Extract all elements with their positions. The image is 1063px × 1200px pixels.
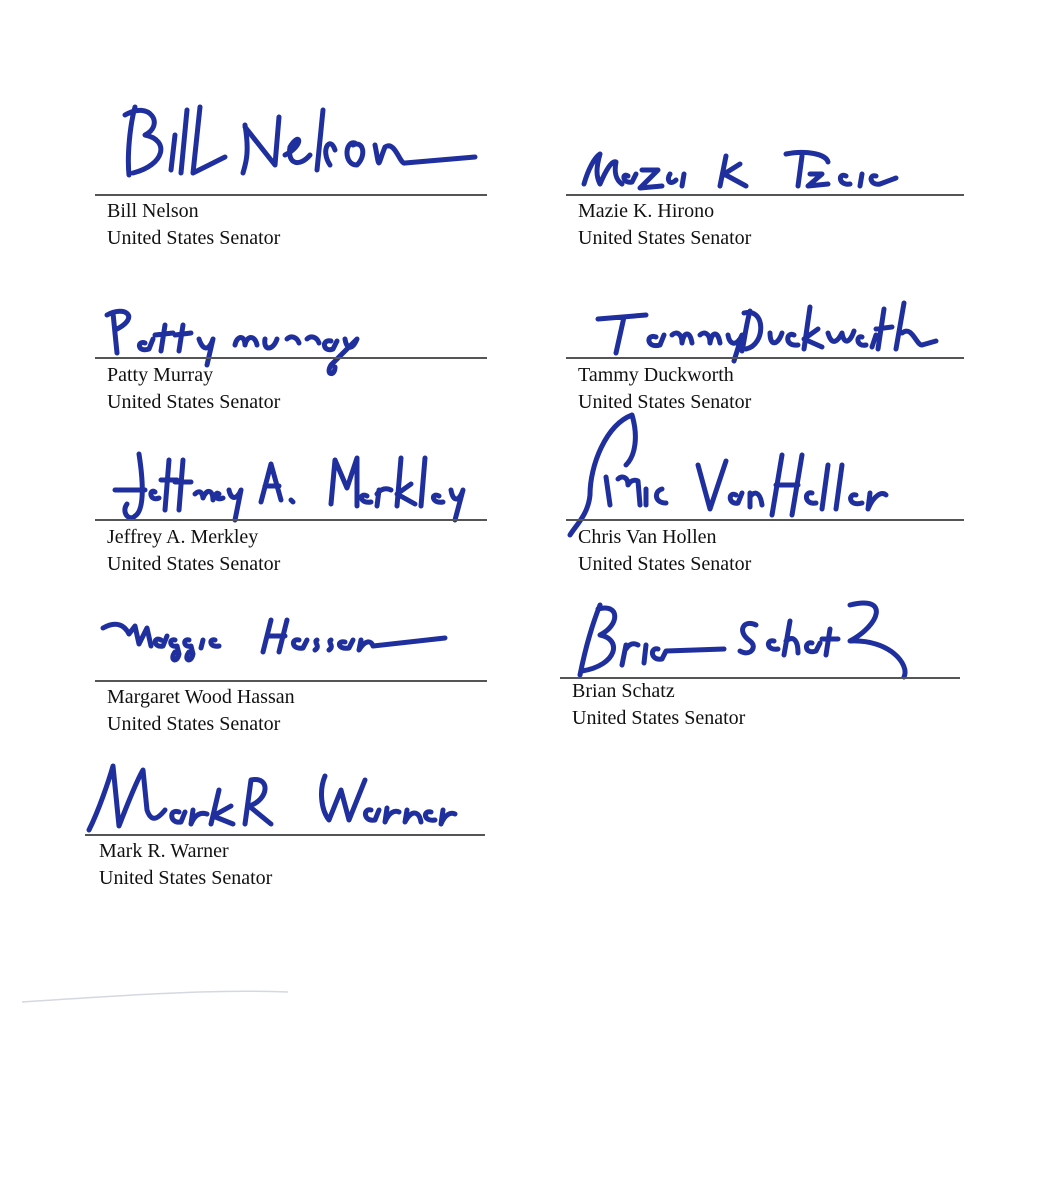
signature-block-mazie-hirono <box>566 140 966 260</box>
signer-name: Patty Murray <box>107 364 214 386</box>
signature-block-margaret-hassan <box>95 600 495 745</box>
signature-block-mark-warner <box>85 750 490 900</box>
signature-block-patty-murray <box>95 295 495 420</box>
signer-name: Bill Nelson <box>107 200 199 222</box>
signer-name: Tammy Duckworth <box>578 364 734 386</box>
signer-name: Mark R. Warner <box>99 840 229 862</box>
signature-block-bill-nelson <box>95 95 495 255</box>
signature-line <box>95 194 487 196</box>
signer-title: United States Senator <box>578 391 752 413</box>
signer-name: Brian Schatz <box>572 680 675 702</box>
handwritten-signature-margaret-hassan <box>95 600 495 680</box>
handwritten-signature-jeffrey-merkley <box>95 440 495 525</box>
signer-title: United States Senator <box>107 227 281 249</box>
handwritten-signature-bill-nelson <box>95 95 495 195</box>
signer-title: United States Senator <box>578 553 752 575</box>
signature-line <box>95 357 487 359</box>
signature-block-tammy-duckworth <box>566 285 966 420</box>
signature-line <box>566 357 964 359</box>
signer-title: United States Senator <box>107 553 281 575</box>
scan-smudge <box>20 988 290 1006</box>
signature-block-jeffrey-merkley <box>95 440 495 580</box>
signer-title: United States Senator <box>572 707 746 729</box>
handwritten-signature-chris-van-hollen <box>566 405 966 525</box>
signature-line <box>95 680 487 682</box>
signer-title: United States Senator <box>99 867 273 889</box>
signature-line <box>95 519 487 521</box>
handwritten-signature-mazie-hirono <box>566 140 966 196</box>
signature-line <box>566 519 964 521</box>
handwritten-signature-brian-schatz <box>560 585 965 680</box>
signer-title: United States Senator <box>107 391 281 413</box>
signer-title: United States Senator <box>578 227 752 249</box>
signer-name: Margaret Wood Hassan <box>107 686 295 708</box>
handwritten-signature-tammy-duckworth <box>566 285 966 365</box>
signature-block-chris-van-hollen <box>566 405 966 580</box>
signer-title: United States Senator <box>107 713 281 735</box>
signer-name: Chris Van Hollen <box>578 526 717 548</box>
signer-name: Mazie K. Hirono <box>578 200 715 222</box>
signature-line <box>85 834 485 836</box>
signature-block-brian-schatz <box>560 585 965 730</box>
signer-name: Jeffrey A. Merkley <box>107 526 259 548</box>
signature-line <box>566 194 964 196</box>
handwritten-signature-mark-warner <box>85 750 490 840</box>
